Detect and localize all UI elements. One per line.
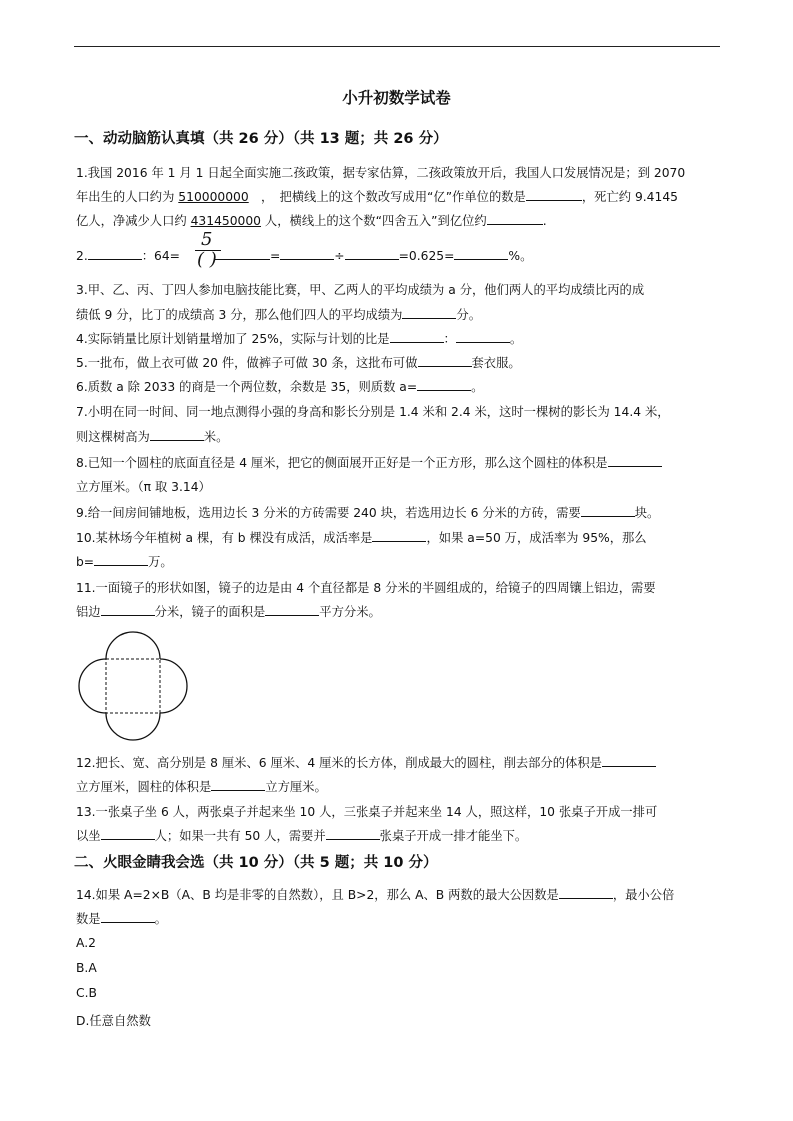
q14-text: 14.如果 A=2×B（A、B 均是非零的自然数），且 B>2，那么 A、B 两数的最大公因数是 [76, 888, 559, 902]
q10-text: b= [76, 555, 95, 569]
q1-underlined-number: 510000000 [178, 190, 249, 204]
q3-text: 分。 [456, 308, 482, 322]
q7-text: 则这棵树高为 [76, 430, 150, 444]
answer-blank[interactable] [345, 247, 399, 260]
question-7-line-2 [76, 427, 228, 445]
q1-text: 年出生的人口约为 [76, 190, 179, 204]
question-13-line-1: 13.一张桌子坐 6 人，两张桌子并起来坐 10 人，三张桌子并起来坐 14 人，照这样，10 张桌子开成一排可 [76, 805, 658, 819]
answer-blank[interactable] [559, 886, 613, 899]
q13-text: 张桌子开成一排才能坐下。 [379, 829, 528, 843]
question-8-line-2: 立方厘米。（π 取 3.14） [76, 480, 211, 494]
option-d[interactable]: D.任意自然数 [76, 1014, 151, 1028]
q2-colon: ：64= [141, 249, 180, 263]
q1-text: 亿人，净减少人口约 [76, 214, 191, 228]
answer-blank[interactable] [418, 354, 472, 367]
question-13-line-2 [76, 826, 527, 844]
semicircle-left [79, 659, 106, 713]
q6-text: 。 [471, 380, 484, 394]
q12-text: 立方厘米。 [265, 780, 327, 794]
question-10-line-2 [76, 552, 173, 570]
q3-text: 绩低 9 分，比丁的成绩高 3 分，那么他们四人的平均成绩为 [76, 308, 403, 322]
question-7-line-1: 7.小明在同一时间、同一地点测得小强的身高和影长分别是 1.4 米和 2.4 米，这时一棵树的影长为 14.4 米， [76, 405, 670, 419]
fraction-denominator: ( ) [197, 249, 217, 270]
q1-text: ， 把横线上的这个数改写成用“亿”作单位的数是 [248, 190, 526, 204]
q12-text: 立方厘米，圆柱的体积是 [76, 780, 212, 794]
q9-text: 块。 [634, 506, 660, 520]
question-14-line-2 [76, 909, 167, 927]
question-11-line-2 [76, 602, 381, 620]
answer-blank[interactable] [214, 247, 270, 260]
semicircle-right [160, 659, 187, 713]
q2-prefix: 2. [76, 249, 88, 263]
q13-text: 以坐 [76, 829, 101, 843]
semicircle-bottom [106, 713, 160, 740]
q2-value: =0.625= [398, 249, 455, 263]
header-rule [74, 46, 720, 47]
question-3-line-1: 3.甲、乙、丙、丁四人参加电脑技能比赛，甲、乙两人的平均成绩为 a 分，他们两人的平均成绩比丙的成 [76, 283, 645, 297]
q4-text: ： [443, 332, 456, 346]
question-8-line-1 [76, 453, 662, 471]
q8-text: 8.已知一个圆柱的底面直径是 4 厘米，把它的侧面展开正好是一个正方形，那么这个圆柱的体积是 [76, 456, 608, 470]
question-5-line [76, 353, 521, 371]
question-1-line-3 [76, 211, 547, 229]
question-12-line-2 [76, 777, 327, 795]
q2-equals: = [269, 249, 281, 263]
question-1-line-1: 1.我国 2016 年 1 月 1 日起全面实施二孩政策，据专家估算，二孩政策放开后，我国人口发展情况是；到 2070 [76, 166, 686, 180]
question-1-line-2 [76, 187, 678, 205]
q10-text: 万。 [148, 555, 173, 569]
answer-blank[interactable] [581, 504, 635, 517]
fraction-numerator: 5 [201, 229, 213, 250]
page-title: 小升初数学试卷 [342, 88, 451, 107]
section-heading-fill-in: 一、动动脑筋认真填（共 26 分）（共 13 题；共 26 分） [74, 131, 448, 147]
section-heading-multiple-choice: 二、火眼金睛我会选（共 10 分）（共 5 题；共 10 分） [74, 855, 438, 871]
answer-blank[interactable] [94, 553, 148, 566]
answer-blank[interactable] [456, 330, 510, 343]
option-c[interactable]: C.B [76, 986, 97, 1000]
answer-blank[interactable] [265, 603, 319, 616]
q12-text: 12.把长、宽、高分别是 8 厘米、6 厘米、4 厘米的长方体，削成最大的圆柱，削去部分的体积是 [76, 756, 602, 770]
q14-text: 。 [154, 912, 167, 926]
q14-text: 数是 [76, 912, 101, 926]
q4-text: 4.实际销量比原计划销量增加了 25%，实际与计划的比是 [76, 332, 390, 346]
question-9-line [76, 503, 659, 521]
answer-blank[interactable] [487, 212, 543, 225]
answer-blank[interactable] [372, 529, 426, 542]
question-4-line [76, 329, 522, 347]
q11-text: 平方分米。 [319, 605, 381, 619]
question-10-line-1 [76, 528, 647, 546]
q10-text: ，如果 a=50 万，成活率为 95%，那么 [426, 531, 647, 545]
answer-blank[interactable] [608, 454, 662, 467]
q14-text: ，最小公倍 [612, 888, 675, 902]
answer-blank[interactable] [526, 188, 582, 201]
answer-blank[interactable] [101, 827, 155, 840]
q5-text: 5.一批布，做上衣可做 20 件，做裤子可做 30 条，这批布可做 [76, 356, 418, 370]
answer-blank[interactable] [101, 910, 155, 923]
option-a[interactable]: A.2 [76, 936, 96, 950]
dashed-square [106, 659, 160, 713]
q2-fraction [194, 231, 222, 271]
question-14-line-1 [76, 885, 674, 903]
q4-text: 。 [509, 332, 523, 346]
answer-blank[interactable] [101, 603, 155, 616]
answer-blank[interactable] [402, 306, 456, 319]
q1-text: . [542, 214, 547, 228]
q1-text: ，死亡约 9.4145 [581, 190, 678, 204]
question-2-line [76, 246, 532, 264]
q6-text: 6.质数 a 除 2033 的商是一个两位数，余数是 35，则质数 a= [76, 380, 418, 394]
answer-blank[interactable] [280, 247, 334, 260]
mirror-figure [78, 631, 190, 743]
q1-text: 人，横线上的这个数“四舍五入”到亿位约 [261, 214, 487, 228]
q5-text: 套衣服。 [471, 356, 521, 370]
q2-divide: ÷ [334, 249, 345, 263]
question-12-line-1 [76, 753, 656, 771]
option-b[interactable]: B.A [76, 961, 97, 975]
answer-blank[interactable] [211, 778, 265, 791]
q10-text: 10.某林场今年植树 a 棵，有 b 棵没有成活，成活率是 [76, 531, 373, 545]
semicircle-top [106, 632, 160, 659]
answer-blank[interactable] [602, 754, 656, 767]
answer-blank[interactable] [454, 247, 508, 260]
answer-blank[interactable] [88, 247, 142, 260]
q7-text: 米。 [203, 430, 229, 444]
q2-percent: %。 [508, 249, 533, 263]
q11-text: 铝边 [76, 605, 101, 619]
question-11-line-1: 11.一面镜子的形状如图，镜子的边是由 4 个直径都是 8 分米的半圆组成的，给镜子的四周镶上铝边，需要 [76, 581, 656, 595]
q9-text: 9.给一间房间铺地板，选用边长 3 分米的方砖需要 240 块，若选用边长 6 分米的方砖，需要 [76, 506, 581, 520]
answer-blank[interactable] [417, 378, 471, 391]
question-3-line-2 [76, 305, 481, 323]
answer-blank[interactable] [326, 827, 380, 840]
answer-blank[interactable] [390, 330, 444, 343]
q13-text: 人；如果一共有 50 人，需要并 [154, 829, 326, 843]
answer-blank[interactable] [150, 428, 204, 441]
question-6-line [76, 377, 483, 395]
q1-underlined-number: 431450000 [190, 214, 262, 228]
q11-text: 分米，镜子的面积是 [154, 605, 266, 619]
